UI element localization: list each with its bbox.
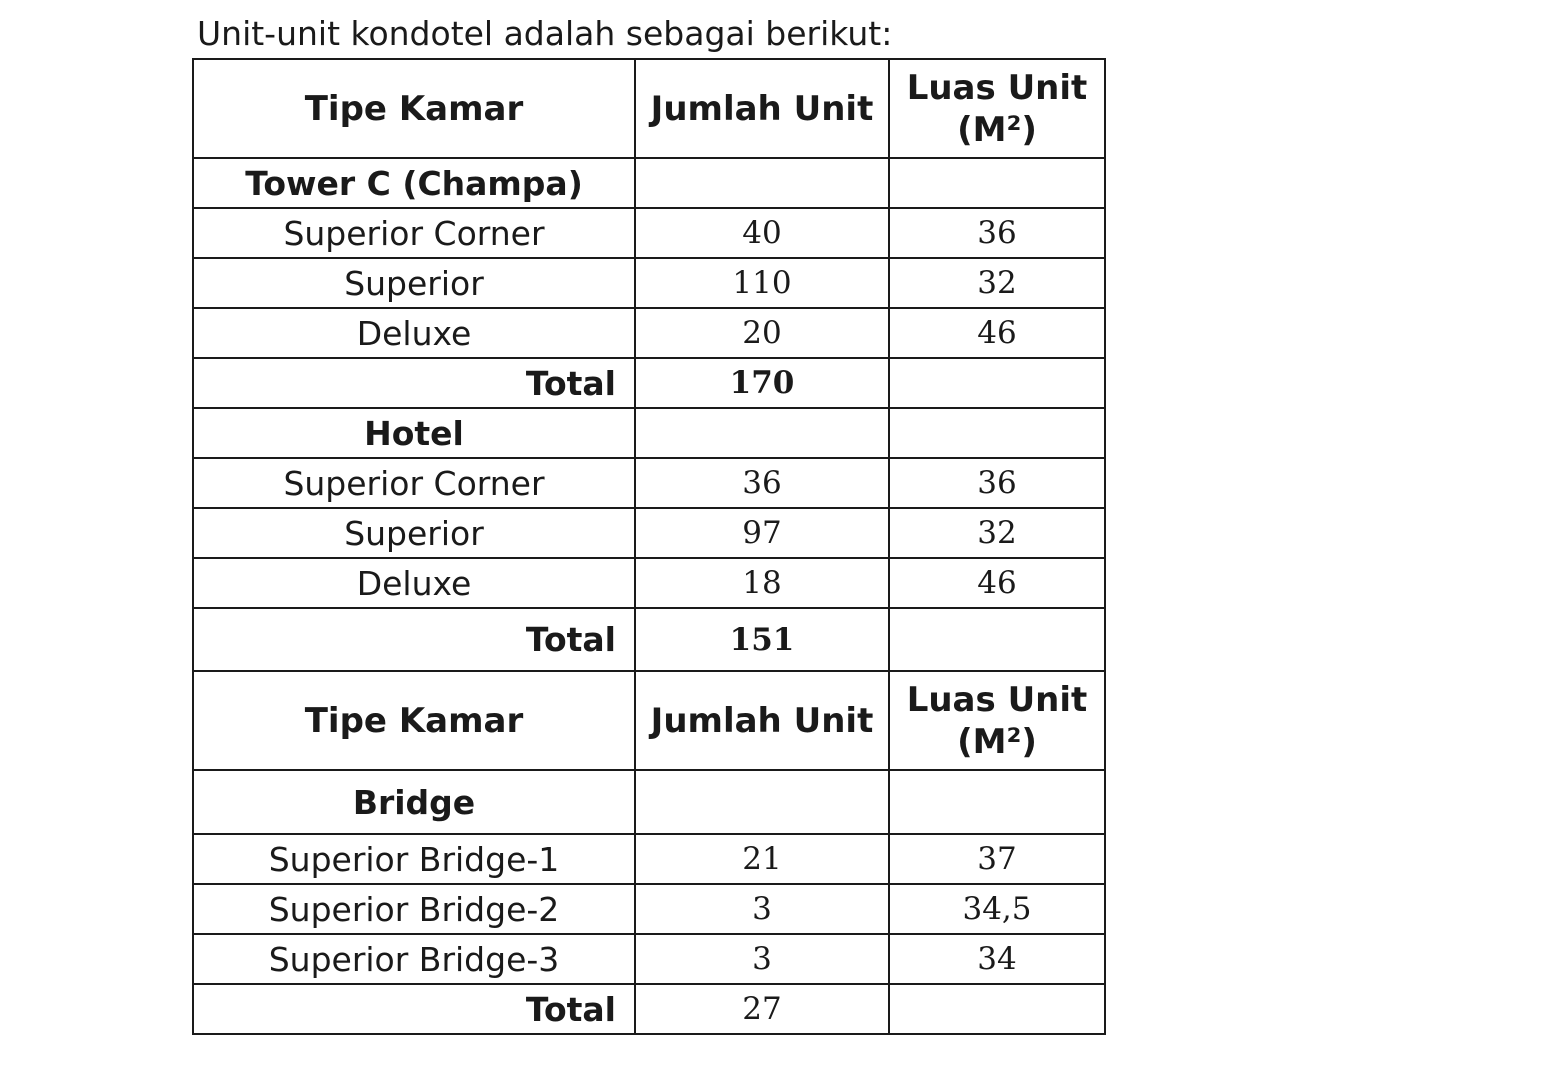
header-luas-unit xyxy=(889,59,1105,158)
table-row xyxy=(193,208,1105,258)
table-header-row xyxy=(193,671,1105,770)
unit-area-cell: 46 xyxy=(889,308,1105,358)
section-row-hotel xyxy=(193,408,1105,458)
header-luas-unit xyxy=(889,671,1105,770)
total-value: 151 xyxy=(635,608,889,671)
total-label: Total xyxy=(193,984,635,1034)
empty-cell xyxy=(635,770,889,834)
header-luas-line1: Luas Unit xyxy=(906,679,1088,720)
section-title-hotel: Hotel xyxy=(193,408,635,458)
room-type-cell: Superior xyxy=(193,508,635,558)
section-title-tower-c: Tower C (Champa) xyxy=(193,158,635,208)
total-label: Total xyxy=(193,608,635,671)
table-row xyxy=(193,458,1105,508)
intro-text: Unit-unit kondotel adalah sebagai berikut: xyxy=(197,14,893,53)
unit-area-cell: 46 xyxy=(889,558,1105,608)
header-luas-line2: (M²) xyxy=(957,721,1037,762)
room-type-cell: Superior xyxy=(193,258,635,308)
unit-count-cell: 40 xyxy=(635,208,889,258)
unit-count-cell: 36 xyxy=(635,458,889,508)
unit-area-cell: 36 xyxy=(889,458,1105,508)
unit-count-cell: 3 xyxy=(635,884,889,934)
total-row-bridge xyxy=(193,984,1105,1034)
room-type-cell: Superior Bridge-1 xyxy=(193,834,635,884)
total-row-hotel xyxy=(193,608,1105,671)
table-row xyxy=(193,884,1105,934)
room-type-cell: Superior Bridge-2 xyxy=(193,884,635,934)
table-row xyxy=(193,834,1105,884)
empty-cell xyxy=(889,770,1105,834)
room-type-cell: Superior Corner xyxy=(193,458,635,508)
unit-area-cell: 32 xyxy=(889,258,1105,308)
unit-count-cell: 3 xyxy=(635,934,889,984)
room-type-cell: Superior Corner xyxy=(193,208,635,258)
header-luas-line2: (M²) xyxy=(957,109,1037,150)
empty-cell xyxy=(889,158,1105,208)
empty-cell xyxy=(635,408,889,458)
unit-count-cell: 21 xyxy=(635,834,889,884)
unit-area-cell: 32 xyxy=(889,508,1105,558)
total-value: 170 xyxy=(635,358,889,408)
table-row xyxy=(193,308,1105,358)
table-row xyxy=(193,508,1105,558)
header-luas-line1: Luas Unit xyxy=(906,67,1088,108)
unit-area-cell: 34,5 xyxy=(889,884,1105,934)
empty-cell xyxy=(889,358,1105,408)
unit-count-cell: 97 xyxy=(635,508,889,558)
room-type-cell: Deluxe xyxy=(193,308,635,358)
table-header-row xyxy=(193,59,1105,158)
room-type-cell: Superior Bridge-3 xyxy=(193,934,635,984)
table-row xyxy=(193,258,1105,308)
table-row xyxy=(193,558,1105,608)
unit-count-cell: 18 xyxy=(635,558,889,608)
unit-table xyxy=(192,58,1106,1035)
total-row-tower-c xyxy=(193,358,1105,408)
section-row-tower-c xyxy=(193,158,1105,208)
total-value: 27 xyxy=(635,984,889,1034)
unit-area-cell: 36 xyxy=(889,208,1105,258)
room-type-cell: Deluxe xyxy=(193,558,635,608)
header-jumlah-unit: Jumlah Unit xyxy=(635,59,889,158)
unit-area-cell: 34 xyxy=(889,934,1105,984)
header-tipe-kamar: Tipe Kamar xyxy=(193,59,635,158)
empty-cell xyxy=(889,984,1105,1034)
total-label: Total xyxy=(193,358,635,408)
header-tipe-kamar: Tipe Kamar xyxy=(193,671,635,770)
section-row-bridge xyxy=(193,770,1105,834)
empty-cell xyxy=(889,408,1105,458)
section-title-bridge: Bridge xyxy=(193,770,635,834)
header-jumlah-unit: Jumlah Unit xyxy=(635,671,889,770)
unit-count-cell: 20 xyxy=(635,308,889,358)
unit-area-cell: 37 xyxy=(889,834,1105,884)
empty-cell xyxy=(889,608,1105,671)
empty-cell xyxy=(635,158,889,208)
table-row xyxy=(193,934,1105,984)
unit-count-cell: 110 xyxy=(635,258,889,308)
